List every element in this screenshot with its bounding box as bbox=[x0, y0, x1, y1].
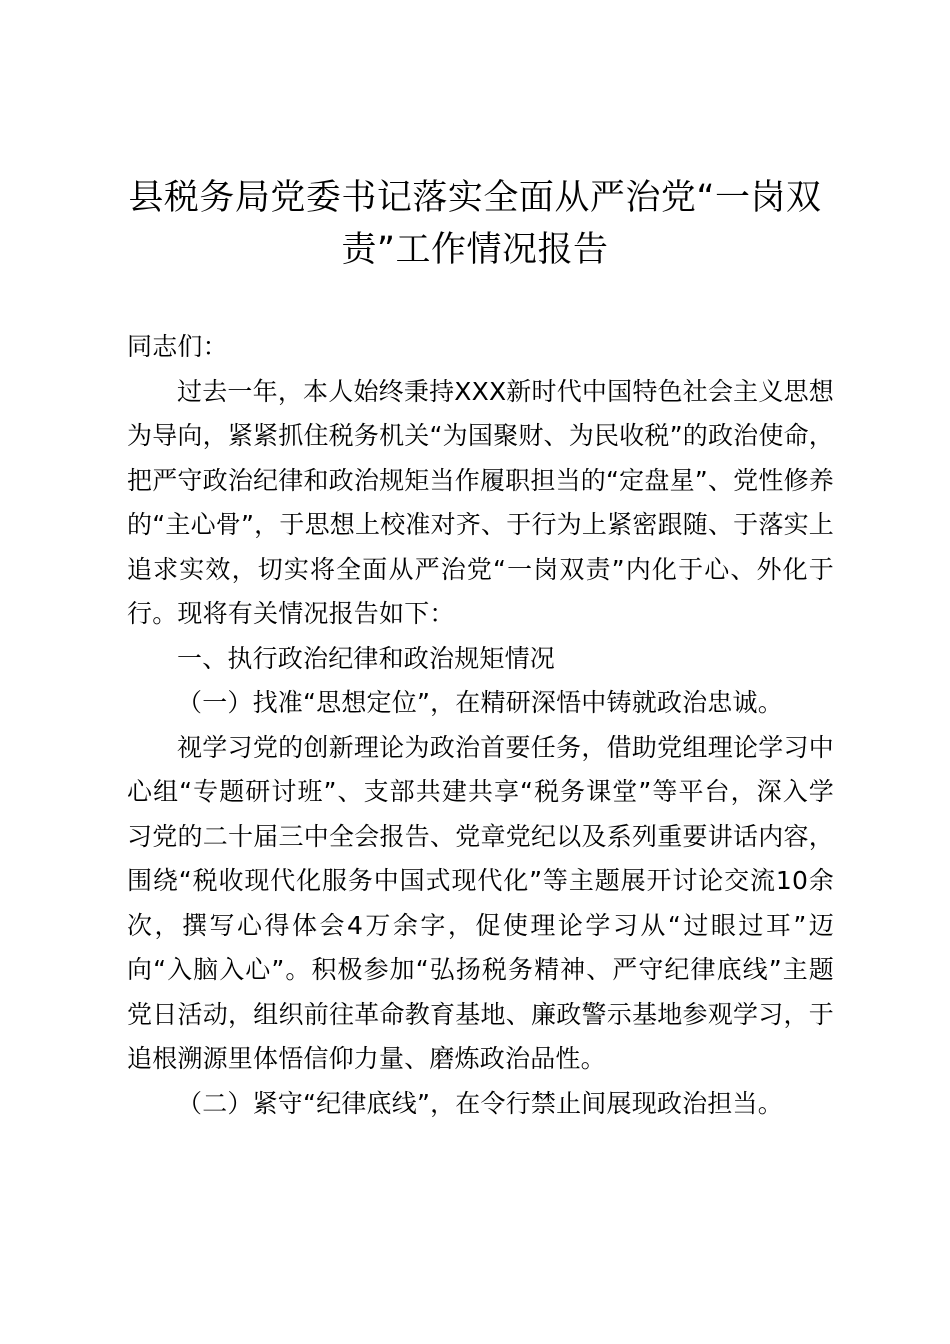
salutation: 同志们： bbox=[127, 332, 228, 361]
document-title: 县税务局党委书记落实全面从严治党“一岗双责”工作情况报告 bbox=[128, 178, 822, 270]
section-heading-1: 一、执行政治纪律和政治规矩情况 bbox=[177, 643, 556, 673]
subsection-heading-1: （一）找准“思想定位”，在精研深悟中铸就政治忠诚。 bbox=[177, 688, 783, 717]
document-body bbox=[127, 325, 834, 1126]
paragraph-intro: 过去一年，本人始终秉持XXX新时代中国特色社会主义思想为导向，紧紧抓住税务机关“为国聚财、为民收税”的政治使命，把严守政治纪律和政治规矩当作履职担当的“定盘星”、党性修养的“主心骨”，于思想上校准对齐、于行为上紧密跟随、于落实上追求实效，切实将全面从严治党“一岗双责”内化于心、外化于行。现将有关情况报告如下： bbox=[127, 376, 834, 628]
subsection-heading-2: （二）紧守“纪律底线”，在令行禁止间展现政治担当。 bbox=[177, 1088, 783, 1118]
paragraph-study: 视学习党的创新理论为政治首要任务，借助党组理论学习中心组“专题研讨班”、支部共建共享“税务课堂”等平台，深入学习党的二十届三中全会报告、党章党纪以及系列重要讲话内容，围绕“税收现代化服务中国式现代化”等主题展开讨论交流10余次，撰写心得体会4万余字，促使理论学习从“过眼过耳”迈向“入脑入心”。积极参加“弘扬税务精神、严守纪律底线”主题党日活动，组织前往革命教育基地、廉政警示基地参观学习，于追根溯源里体悟信仰力量、磨炼政治品性。 bbox=[127, 732, 834, 1073]
